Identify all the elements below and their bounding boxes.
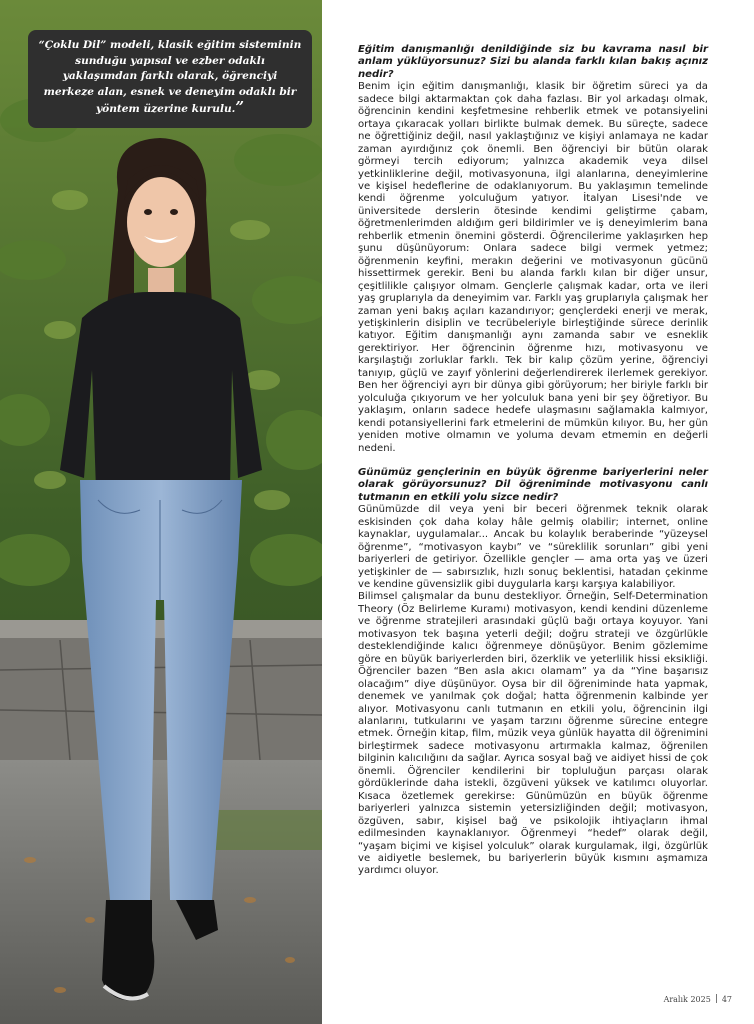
- page-footer: [664, 994, 732, 1004]
- answer-1: Benim için eğitim danışmanlığı, klasik bir öğretim süreci ya da sadece bilgi aktarmaktan çok daha fazlası. Bir yol arkadaşı olmak, öğrencinin kendini keşfetmesine rehberlik etmek ve potansiyelini ortaya çıkaracak yolları birlikte bulmak demek. Bu süreçte, sadece ne öğrettiğiniz değil, nasıl yaklaştığınız ve kişiyi anlamaya ne kadar zaman ayırdığınız çok önemli. Ben öğrenciyi bir bütün olarak görmeyi tercih ediyorum; yalnızca akademik veya dilsel yetkinliklerine değil, motivasyonuna, ilgi alanlarına, deneyimlerine ve kişisel hedeflerine de odaklanıyorum. Bu yaklaşımın temelinde kendi öğrenme yolculuğum yatıyor. İtalyan Lisesi'nde ve üniversitede derslerin ötesinde kendimi geliştirme çabam, öğretmenlerimden aldığım geri bildirimler ve iş deneyimlerim bana rehberlik etmenin önemini gösterdi. Öğrencilerime yaklaşırken hep şunu düşünüyorum: Onlara sadece bilgi vermek yetmez; öğrenmenin keyfini, merakın değerini ve motivasyonun gücünü hissettirmek gerekir. Beni bu alanda farklı kılan bir diğer unsur, çeşitlilikle çalışıyor olmam. Gençlerle çalışmak kadar, orta ve ileri yaş gruplarıyla da deneyimim var. Farklı yaş gruplarıyla çalışmak her zaman yeni bakış açıları kazandırıyor; gençlerdeki enerji ve merak, yetişkinlerin disiplin ve tecrübeleriyle birleştiğinde sürece derinlik katıyor. Eğitim danışmanlığı aynı zamanda sabır ve esneklik gerektiriyor. Her öğrencinin öğrenme hızı, motivasyonu ve karşılaştığı zorluklar farklı. Tek bir kalıp çözüm yerine, öğrenciyi tanıyıp, güçlü ve zayıf yönlerini değerlendirerek ilerlemek gerekiyor. Ben her öğrenciyi ayrı bir dünya gibi görüyorum; her biriyle farklı bir yolculuğa çıkıyorum ve her yolculuk bana yeni bir şey öğretiyor. Bu yaklaşım, onların sadece hedefe ulaşmasını sağlamakla kalmıyor, kendi potansiyellerini fark etmelerini de mümkün kılıyor. Bu, her gün yeniden motive olmamın ve yoluma devam etmemin en değerli nedeni.: [358, 81, 708, 454]
- issue-date: Aralık 2025: [663, 995, 711, 1004]
- footer-divider: [716, 994, 717, 1003]
- answer-2-part-1: Günümüzde dil veya yeni bir beceri öğrenmek teknik olarak eskisinden çok daha kolay hâle gelmiş olabilir; internet, online kaynaklar, uygulamalar... Ancak bu kolaylık beraberinde “yüzeysel öğrenme”, “motivasyon kaybı” ve “süreklilik sorunları” gibi yeni bariyerleri de getiriyor. Özellikle gençler — ama orta yaş ve üzeri yetişkinler de — sabırsızlık, hızlı sonuç beklentisi, hatadan çekinme ve kendine güvensizlik gibi duygularla karşı karşıya kalabiliyor.: [358, 504, 708, 591]
- question-2: Günümüz gençlerinin en büyük öğrenme bariyerlerini neler olarak görüyorsunuz? Dil öğreniminde motivasyonu canlı tutmanın en etkili yolu sizce nedir?: [358, 466, 708, 503]
- answer-2-part-2: Bilimsel çalışmalar da bunu destekliyor. Örneğin, Self-Determination Theory (Öz Belirleme Kuramı) motivasyon, kendi kendini düzenleme ve öğrenme stratejileri arasındaki güçlü bağı ortaya koyuyor. Yani motivasyon tek başına yeterli değil; doğru strateji ve özgürlükle desteklendiğinde kalıcı öğrenmeye dönüşüyor. Benim gözlemime göre en büyük bariyerlerden biri, özerklik ve yeterlilik hissi eksikliği. Öğrenciler bazen “Ben asla akıcı olamam” ya da “Yine başarısız olacağım” diye düşünüyor. Oysa bir dil öğreniminde hata yapmak, denemek ve yanılmak çok doğal; hatta öğrenmenin kalbinde yer alıyor. Motivasyonu canlı tutmanın en etkili yolu, öğrencinin ilgi alanlarını, tutkularını ve yaşam tarzını öğrenme sürecine entegre etmek. Örneğin kitap, film, müzik veya günlük hayatta dil öğrenimini birleştirmek sadece motivasyonu artırmakla kalmaz, öğrenilen bilginin kalıcılığını da sağlar. Ayrıca sosyal bağ ve aidiyet hissi de çok önemli. Öğrenciler kendilerini bir topluluğun parçası olarak gördüklerinde daha istekli, özgüveni yüksek ve katılımcı oluyorlar. Kısaca özetlemek gerekirse: Günümüzün en büyük öğrenme bariyerleri yalnızca sistemin yetersizliğinden değil; motivasyon, özgüven, sabır, kişisel bağ ve psikolojik ihtiyaçların ihmal edilmesinden kaynaklanıyor. Öğrenmeyi “hedef” olarak değil, “yaşam biçimi ve kişisel yolculuk” olarak kurgulamak, ilgi, özgürlük ve aidiyetle beslemek, bu bariyerlerin büyük kısmını aşmamıza yardımcı oluyor.: [358, 591, 708, 877]
- article-body: [358, 44, 708, 878]
- question-1: Eğitim danışmanlığı denildiğinde siz bu kavrama nasıl bir anlam yüklüyorsunuz? Sizi bu alanda farklı kılan bakış açınız nedir?: [358, 44, 708, 80]
- portrait-illustration: [0, 0, 322, 1024]
- pull-quote: [28, 30, 312, 128]
- paragraph-gap: [358, 455, 708, 467]
- pull-quote-text: “Çoklu Dil” modeli, klasik eğitim sisteminin sunduğu yapısal ve ezber odaklı yaklaşımdan farklı olarak, öğrenciyi merkeze alan, esnek ve deneyim odaklı bir yöntem üzerine kurulu.: [38, 39, 302, 115]
- quote-close-icon: ”: [235, 98, 245, 116]
- page-number: 47: [721, 995, 732, 1004]
- portrait-photo: [0, 0, 322, 1024]
